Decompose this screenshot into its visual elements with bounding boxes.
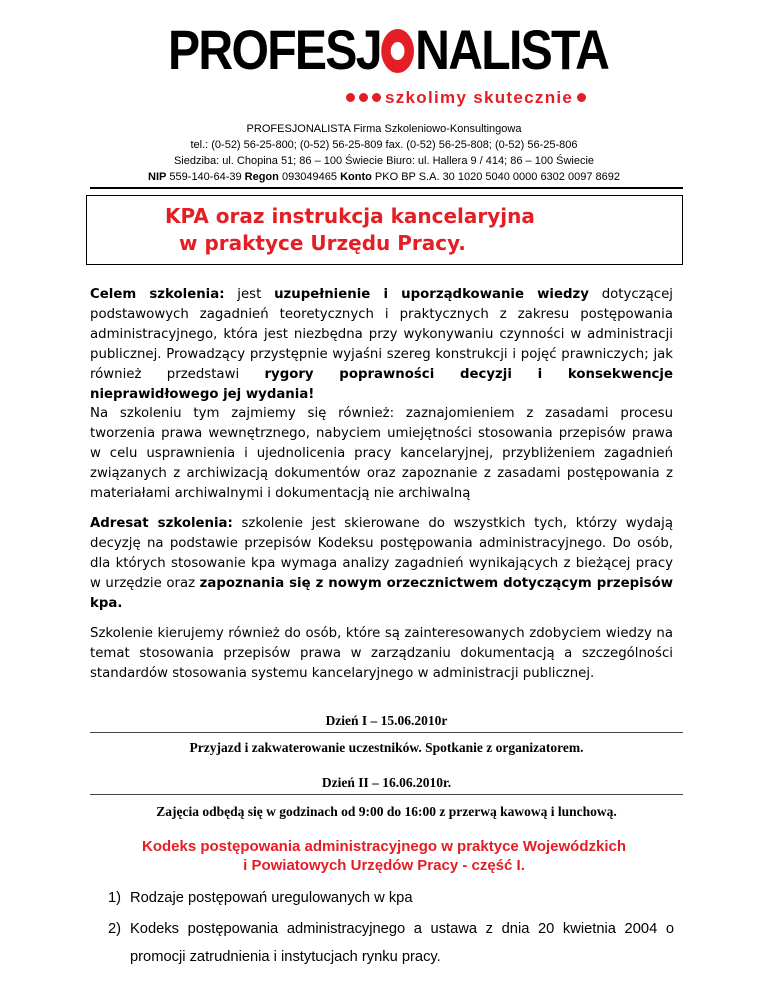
- list-item: [108, 915, 674, 971]
- audience-text: szkolenie jest skierowane do wszystkich tych, którzy wydają decyzję na podstawie przepisów Kodeksu postępowania administracyjnego. Do osób, dla których stosowanie kpa wymaga analizy zagadnień wynikających z bieżącej pracy w urzędzie oraz: [90, 516, 673, 591]
- paragraph-goal: [90, 285, 673, 405]
- company-registry-line: [0, 169, 768, 185]
- list-item-number: 1): [108, 890, 122, 906]
- company-name-line: PROFESJONALISTA Firma Szkoleniowo-Konsultingowa: [246, 123, 522, 135]
- paragraph-topics: Na szkoleniu tym zajmiemy się również: zaznajomieniem z zasadami procesu tworzenia prawa wewnętrznego, nabyciem umiejętności stosowania przepisów prawa w celu usprawnienia i ujednolicenia pracy kancelaryjnej, przybliżeniem zagadnień związanych z archiwizacją dokumentów oraz zapoznanie z zasadami postępowania z materiałami archiwalnymi i dokumentacją nie archiwalną: [90, 406, 673, 501]
- regon-value: 093049465: [281, 171, 338, 183]
- logo-text-end: NALISTA: [415, 18, 609, 81]
- tagline-text: szkolimy skutecznie: [385, 88, 574, 107]
- section-heading-line1: Kodeks postępowania administracyjnego w praktyce Wojewódzkich: [141, 838, 626, 855]
- section-heading-line2: i Powiatowych Urzędów Pracy - część I.: [243, 857, 525, 874]
- document-title-line2: w praktyce Urzędu Pracy.: [179, 231, 466, 255]
- nip-value: 559-140-64-39: [169, 171, 242, 183]
- audience-bold: zapoznania się z nowym orzecznictwem dotyczącym przepisów kpa.: [90, 576, 673, 611]
- konto-value: PKO BP S.A. 30 1020 5040 0000 6302 0097 8692: [374, 171, 620, 183]
- goal-bold-2: rygory poprawności decyzji i konsekwencje nieprawidłowego jej wydania!: [90, 367, 673, 402]
- audience-label: Adresat szkolenia:: [90, 516, 233, 531]
- list-item-text: Kodeks postępowania administracyjnego a ustawa z dnia 20 kwietnia 2004 o promocji zatrudnienia i instytucjach rynku pracy.: [130, 921, 674, 965]
- day2-heading: Dzień II – 16.06.2010r.: [321, 775, 452, 790]
- regon-label: Regon: [244, 171, 279, 183]
- company-logo: [168, 18, 609, 115]
- logo-tagline: [346, 88, 586, 108]
- logo-text-start: PROFESJ: [168, 18, 381, 81]
- bullet-dot-icon: [346, 93, 355, 102]
- day1-heading: Dzień I – 15.06.2010r: [325, 713, 448, 728]
- goal-label: Celem szkolenia:: [90, 287, 225, 302]
- logo-target-icon: [382, 29, 415, 73]
- paragraph-audience: [90, 514, 673, 614]
- header-divider: [90, 187, 683, 189]
- day1-divider: [90, 732, 683, 733]
- bullet-dot-icon: [359, 93, 368, 102]
- goal-text-2: dotyczącej podstawowych zagadnień teoretycznych i praktycznych z zakresu postępowania administracyjnego, która jest niezbędna przy wykonywaniu czynności w administracji publicznej. Prowadzący przystępnie wyjaśni szereg konstrukcji i pojęć prawniczych; jak również przedstawi: [90, 287, 673, 382]
- company-address-line: Siedziba: ul. Chopina 51; 86 – 100 Świecie Biuro: ul. Hallera 9 / 414; 86 – 100 Świecie: [173, 155, 595, 167]
- title-box: [86, 195, 683, 265]
- logo-wordmark: [168, 20, 608, 80]
- document-title-line1: KPA oraz instrukcja kancelaryjna: [165, 204, 535, 228]
- bullet-dot-icon: [372, 93, 381, 102]
- paragraph-additional-audience: Szkolenie kierujemy również do osób, które są zainteresowanych zdobyciem wiedzy na temat stosowania przepisów prawa w zarządzaniu dokumentacją a szczególności standardów stosowania systemu kancelaryjnego w administracji publicznej.: [90, 626, 673, 681]
- day2-divider: [90, 794, 683, 795]
- topic-list: [108, 884, 674, 971]
- konto-label: Konto: [340, 171, 372, 183]
- goal-text-1: jest: [224, 287, 275, 302]
- list-item: [108, 884, 674, 912]
- nip-label: NIP: [148, 171, 167, 183]
- bullet-dot-icon: [577, 93, 586, 102]
- list-item-number: 2): [108, 921, 122, 937]
- goal-bold-1: uzupełnienie i uporządkowanie wiedzy: [274, 287, 589, 302]
- day1-text: Przyjazd i zakwaterowanie uczestników. Spotkanie z organizatorem.: [189, 740, 584, 755]
- company-phone-line: tel.: (0-52) 56-25-800; (0-52) 56-25-809 fax. (0-52) 56-25-808; (0-52) 56-25-806: [190, 139, 578, 151]
- day2-text: Zajęcia odbędą się w godzinach od 9:00 do 16:00 z przerwą kawową i lunchową.: [156, 804, 617, 819]
- list-item-text: Rodzaje postępowań uregulowanych w kpa: [130, 890, 413, 906]
